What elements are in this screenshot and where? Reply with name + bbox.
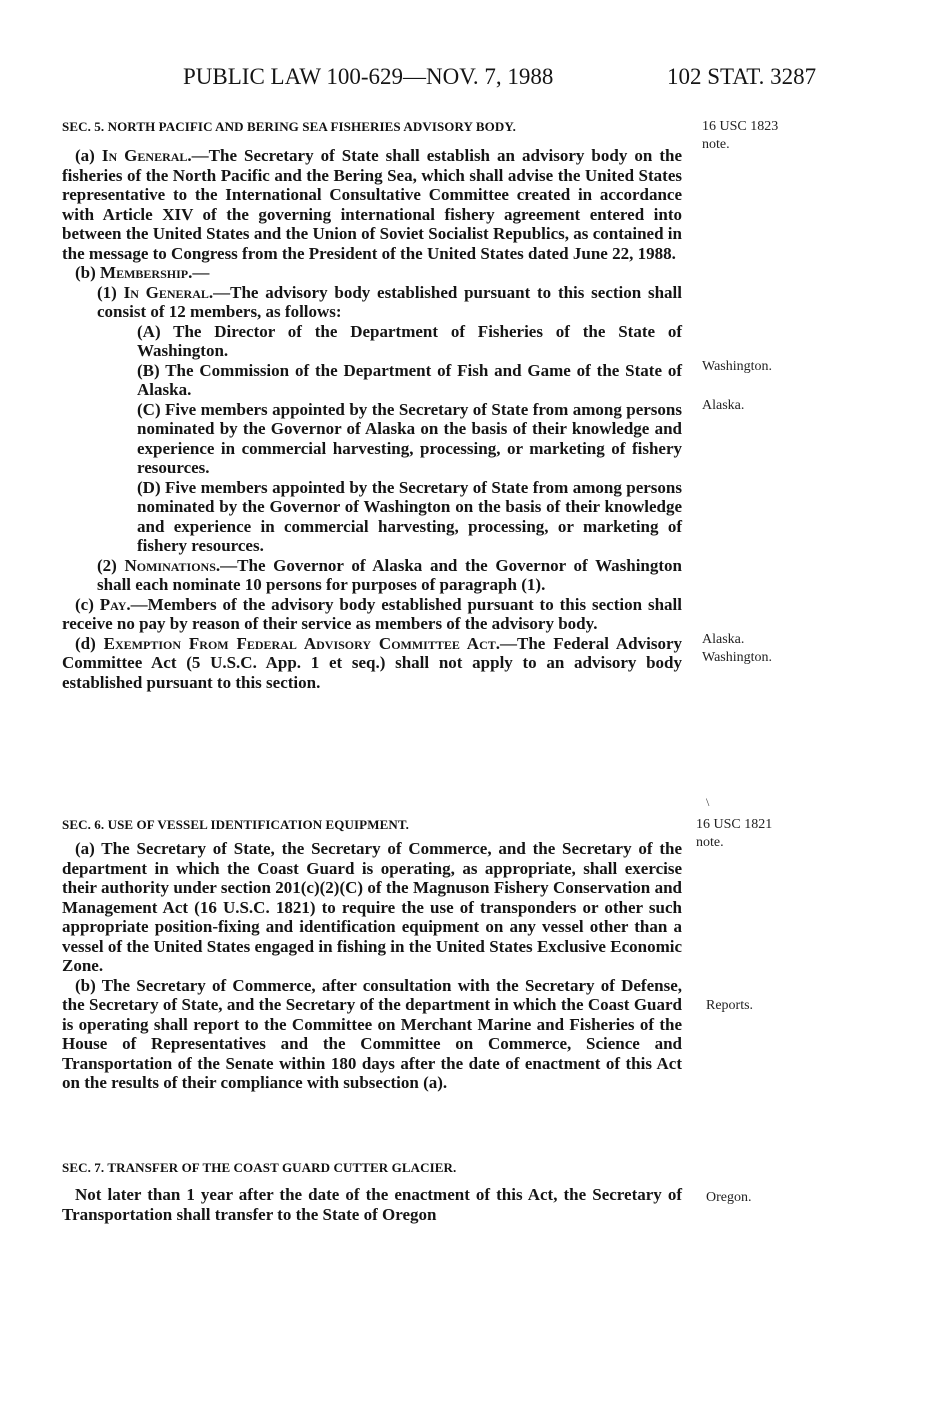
margin-note-alaska: Alaska.	[702, 398, 745, 413]
margin-tick-mark: \	[706, 795, 710, 809]
section-6-margin-note: 16 USC 1821 note.	[696, 817, 773, 850]
section-7-text: Not later than 1 year after the date of the enactment of this Act, the Secretary of Transportation shall transfer to the State of Oregon	[62, 1185, 682, 1224]
margin-note-reports: Reports.	[706, 998, 754, 1013]
margin-note-alaska-washington: Alaska. Washington.	[702, 632, 773, 665]
running-header-stat: 102 STAT. 3287	[667, 64, 817, 89]
subsection-6a: (a) The Secretary of State, the Secretary of Commerce, and the Secretary of the department in which the Coast Guard is operating, as appropriate, shall exercise their authority under section 201(c)(2)(C) of the Magnuson Fishery Conservation and Management Act (16 U.S.C. 1821) to require the use of transponders or other such appropriate position-fixing and identification equipment on any vessel other than a vessel of the United States engaged in fishing in the United States Exclusive Economic Zone.	[62, 839, 682, 975]
margin-note-washington: Washington.	[702, 359, 773, 374]
running-header-title: PUBLIC LAW 100-629—NOV. 7, 1988	[183, 64, 554, 89]
subsection-5d: (d) Exemption From Federal Advisory Committee Act.—The Federal Advisory Committee Act (5 U.S.C. App. 1 et seq.) shall not apply to an advisory body established pursuant to this section.	[62, 633, 682, 692]
section-6-body	[62, 839, 682, 1093]
section-5-body	[62, 146, 682, 692]
margin-note-oregon: Oregon.	[706, 1190, 752, 1205]
subparagraph-5bB: (B) The Commission of the Department of Fish and Game of the State of Alaska.	[137, 360, 682, 399]
subsection-6b: (b) The Secretary of Commerce, after consultation with the Secretary of Defense, the Secretary of State, and the Secretary of the department in which the Coast Guard is operating shall report to the Committee on Merchant Marine and Fisheries of the House of Representatives and the Committee on Commerce, Science and Transportation of the Senate within 180 days after the date of enactment of this Act on the results of their compliance with subsection (a).	[62, 975, 682, 1092]
section-7-heading: SEC. 7. TRANSFER OF THE COAST GUARD CUTTER GLACIER.	[62, 1160, 457, 1175]
section-5-heading: SEC. 5. NORTH PACIFIC AND BERING SEA FISHERIES ADVISORY BODY.	[62, 119, 517, 134]
subsection-5b: (b) Membership.—	[75, 263, 210, 282]
section-5-margin-note: 16 USC 1823 note.	[702, 119, 779, 152]
section-6-heading: SEC. 6. USE OF VESSEL IDENTIFICATION EQUIPMENT.	[62, 817, 409, 832]
subsection-5a: (a) In General.—The Secretary of State shall establish an advisory body on the fisheries of the North Pacific and the Bering Sea, which shall advise the United States representative to the International Consultative Committee created in accordance with Article XIV of the governing international fishery agreement entered into between the United States and the Union of Soviet Socialist Republics, as contained in the message to Congress from the President of the United States dated June 22, 1988.	[62, 146, 682, 263]
subsection-5c: (c) Pay.—Members of the advisory body established pursuant to this section shall receive no pay by reason of their service as members of the advisory body.	[62, 594, 682, 633]
subparagraph-5bC: (C) Five members appointed by the Secretary of State from among persons nominated by the Governor of Alaska on the basis of their knowledge and experience in commercial harvesting, processing, or marketing of fishery resources.	[137, 399, 682, 477]
subparagraph-5bA: (A) The Director of the Department of Fisheries of the State of Washington.	[137, 321, 682, 360]
paragraph-5b2: (2) Nominations.—The Governor of Alaska and the Governor of Washington shall each nominate 10 persons for purposes of paragraph (1).	[97, 555, 682, 594]
paragraph-5b1: (1) In General.—The advisory body established pursuant to this section shall consist of 12 members, as follows:	[97, 282, 683, 321]
section-7-body	[62, 1185, 682, 1224]
subparagraph-5bD: (D) Five members appointed by the Secretary of State from among persons nominated by the Governor of Washington on the basis of their knowledge and experience in commercial harvesting, processing, or marketing of fishery resources.	[137, 477, 682, 555]
